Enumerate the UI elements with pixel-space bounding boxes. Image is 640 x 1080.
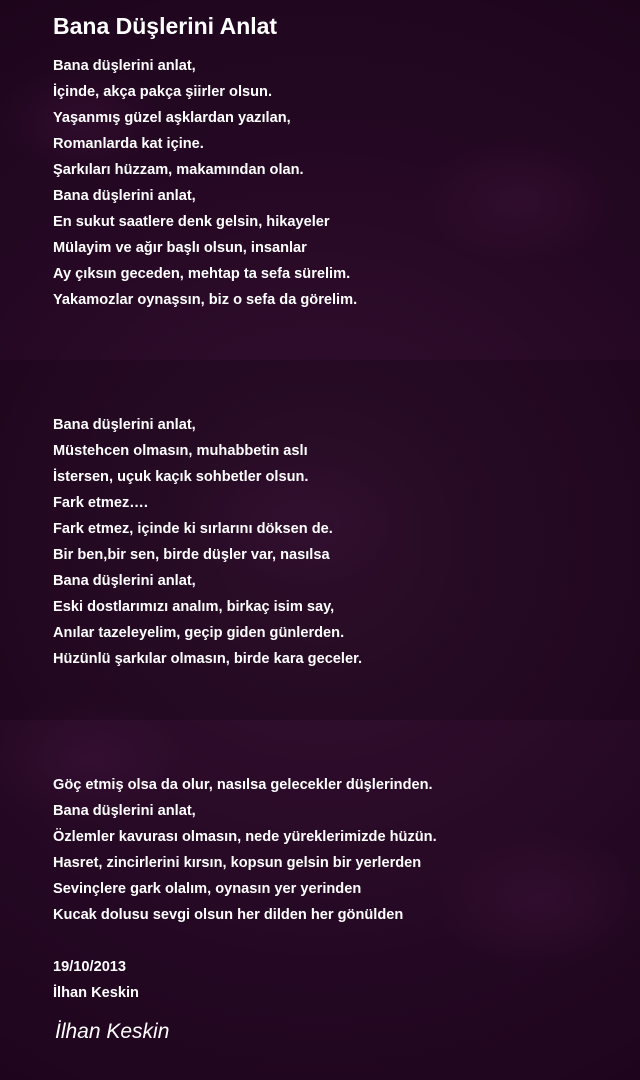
stanza bbox=[53, 53, 357, 313]
poem-line: Özlemler kavurası olmasın, nede yüreklerimizde hüzün. bbox=[53, 829, 437, 845]
poem-line: Anılar tazeleyelim, geçip giden günlerden. bbox=[53, 625, 345, 641]
poem-line: Bana düşlerini anlat, bbox=[53, 803, 196, 819]
poem-line: En sukut saatlere denk gelsin, hikayeler bbox=[53, 214, 330, 230]
poem-line: Eski dostlarımızı analım, birkaç isim say, bbox=[53, 599, 335, 615]
poem-line: Yakamozlar oynaşsın, biz o sefa da görelim. bbox=[53, 292, 358, 308]
poem-title: Bana Düşlerini Anlat bbox=[53, 13, 278, 39]
stanza bbox=[53, 772, 437, 928]
poem-line: İstersen, uçuk kaçık sohbetler olsun. bbox=[53, 469, 309, 485]
poem-line: Romanlarda kat içine. bbox=[53, 136, 204, 152]
poem-line: Fark etmez, içinde ki sırlarını döksen de. bbox=[53, 521, 333, 537]
poem-date: 19/10/2013 bbox=[53, 959, 127, 975]
poem-line: Bana düşlerini anlat, bbox=[53, 58, 196, 74]
poem-line: Müstehcen olmasın, muhabbetin aslı bbox=[53, 443, 308, 459]
poem-line: Ay çıksın geceden, mehtap ta sefa sürelim. bbox=[53, 266, 351, 282]
poem-line: Yaşanmış güzel aşklardan yazılan, bbox=[53, 110, 291, 126]
author-watermark: İlhan Keskin bbox=[55, 1020, 170, 1043]
stanza bbox=[53, 412, 362, 672]
poem-line: Bana düşlerini anlat, bbox=[53, 573, 196, 589]
poem-line: Göç etmiş olsa da olur, nasılsa gelecekler düşlerinden. bbox=[53, 777, 433, 793]
poem-line: Bir ben,bir sen, birde düşler var, nasılsa bbox=[53, 547, 330, 563]
poem-line: Bana düşlerini anlat, bbox=[53, 417, 196, 433]
poem-line: İçinde, akça pakça şiirler olsun. bbox=[53, 84, 273, 100]
poem-line: Hasret, zincirlerini kırsın, kopsun gelsin bir yerlerden bbox=[53, 855, 422, 871]
poem-author: İlhan Keskin bbox=[53, 985, 139, 1001]
poem-line: Mülayim ve ağır başlı olsun, insanlar bbox=[53, 240, 307, 256]
poem-line: Hüzünlü şarkılar olmasın, birde kara geceler. bbox=[53, 651, 363, 667]
poem-line: Bana düşlerini anlat, bbox=[53, 188, 196, 204]
poem-line: Sevinçlere gark olalım, oynasın yer yerinden bbox=[53, 881, 362, 897]
poem-line: Kucak dolusu sevgi olsun her dilden her gönülden bbox=[53, 907, 404, 923]
poem-line: Fark etmez…. bbox=[53, 495, 148, 511]
poem-line: Şarkıları hüzzam, makamından olan. bbox=[53, 162, 304, 178]
